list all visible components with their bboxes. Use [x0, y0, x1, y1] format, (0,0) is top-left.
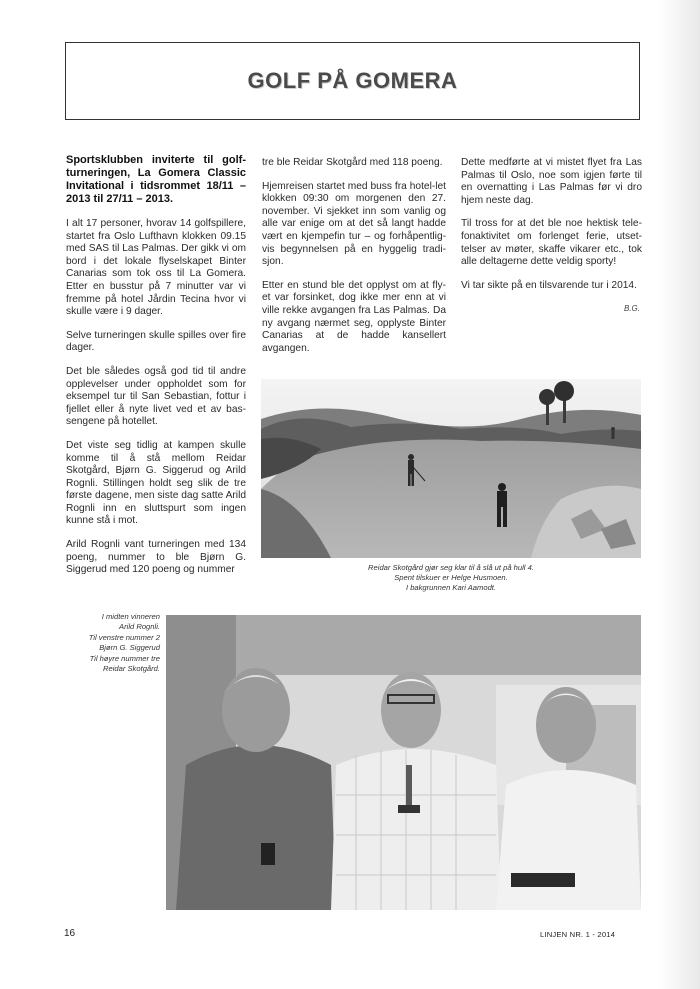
winners-photo	[166, 615, 641, 910]
title-box	[65, 42, 640, 120]
winners-photo-caption	[60, 612, 160, 674]
caption-line: Reidar Skotgård gjør seg klar til å slå ut på hull 4.	[368, 563, 534, 572]
paragraph: Etter en stund ble det opplyst om at fly-et var forsinket, dog ikke mer enn at vi ville rekke avgangen fra Las Palmas. Da ny avgang nærmet seg, opplyste Binter Canarias at de hadde kansellert avgangen.	[262, 279, 446, 354]
paragraph: Selve turneringen skulle spilles over fire dager.	[66, 329, 246, 354]
golf-course-photo	[261, 379, 641, 558]
golf-photo-caption	[261, 563, 641, 593]
text-column-2	[262, 157, 446, 366]
text-column-1	[66, 154, 246, 588]
caption-line: Reidar Skotgård.	[103, 664, 160, 674]
caption-line: I midten vinneren	[101, 612, 160, 621]
page-number: 16	[64, 928, 76, 939]
article-title: GOLF PÅ GOMERA	[247, 68, 458, 93]
paragraph: Til tross for at det ble noe hektisk tele-fonaktivitet om forlenget ferie, utset-telser av møter, skaffe vikarer etc., tok alle deltagerne dette veldig sporty!	[461, 218, 642, 268]
caption-line: I bakgrunnen Kari Aamodt.	[405, 583, 497, 592]
publication-issue: LINJEN NR. 1 - 2014	[540, 930, 616, 939]
caption-line: Spent tilskuer er Helge Husmoen.	[394, 573, 508, 582]
paragraph: Dette medførte at vi mistet flyet fra Las Palmas til Oslo, noe som igjen førte til en overnatting i Las Palmas før vi dro hjem neste dag.	[461, 157, 642, 206]
caption-line: Bjørn G. Siggerud	[99, 643, 160, 653]
author-signature: B.G.	[623, 304, 640, 314]
caption-line: Til høyre nummer tre	[89, 653, 160, 663]
paragraph: tre ble Reidar Skotgård med 118 poeng.	[262, 157, 443, 168]
caption-line: Arild Rognli.	[119, 622, 160, 632]
page-gutter-shadow	[660, 0, 700, 989]
paragraph: I alt 17 personer, hvorav 14 golfspillere, startet fra Oslo Lufthavn klokken 09.15 med SAS til Las Palmas. Der gikk vi om bord i det lokale flyselskapet Binter Canarias som tok oss til La Gomera. Etter en busstur på 7 minutter var vi fremme på hotel Jårdin Tecina hvor vi skulle være i 9 dager.	[66, 218, 246, 318]
text-column-3	[461, 157, 642, 327]
paragraph: Vi tar sikte på en tilsvarende tur i 2014.	[461, 279, 637, 291]
caption-line: Til venstre nummer 2	[88, 632, 160, 642]
paragraph: Det viste seg tidlig at kampen skulle komme til å stå mellom Reidar Skotgård, Bjørn G. Siggerud og Arild Rognli. Stillingen holdt seg slik de tre første dagene, men siste dag satte Arild Rognli inn en sluttspurt som ingen kunne stå i mot.	[66, 439, 246, 527]
paragraph: Det ble således også god tid til andre opplevelser under oppholdet som for eksempel tur til San Sebastian, fottur i fjellet eller å nyte livet ved et av bas-sengene på hotellet.	[66, 365, 246, 428]
paragraph: Arild Rognli vant turneringen med 134 poeng, nummer to ble Bjørn G. Siggerud med 120 poeng og nummer	[66, 539, 246, 576]
lead-paragraph: Sportsklubben inviterte til golf-turneringen, La Gomera Classic Invitational i tidsrommet 18/11 –2013 til 27/11 – 2013.	[66, 154, 246, 205]
paragraph: Hjemreisen startet med buss fra hotel-let klokken 09:30 om morgenen den 27. november. Vi sjekket inn som vanlig og alle var enige om at det så langt hadde vært en kjempefin tur – og forhåpentlig-vis begynnelsen på en hyggelig tradi-sjon.	[262, 180, 446, 268]
